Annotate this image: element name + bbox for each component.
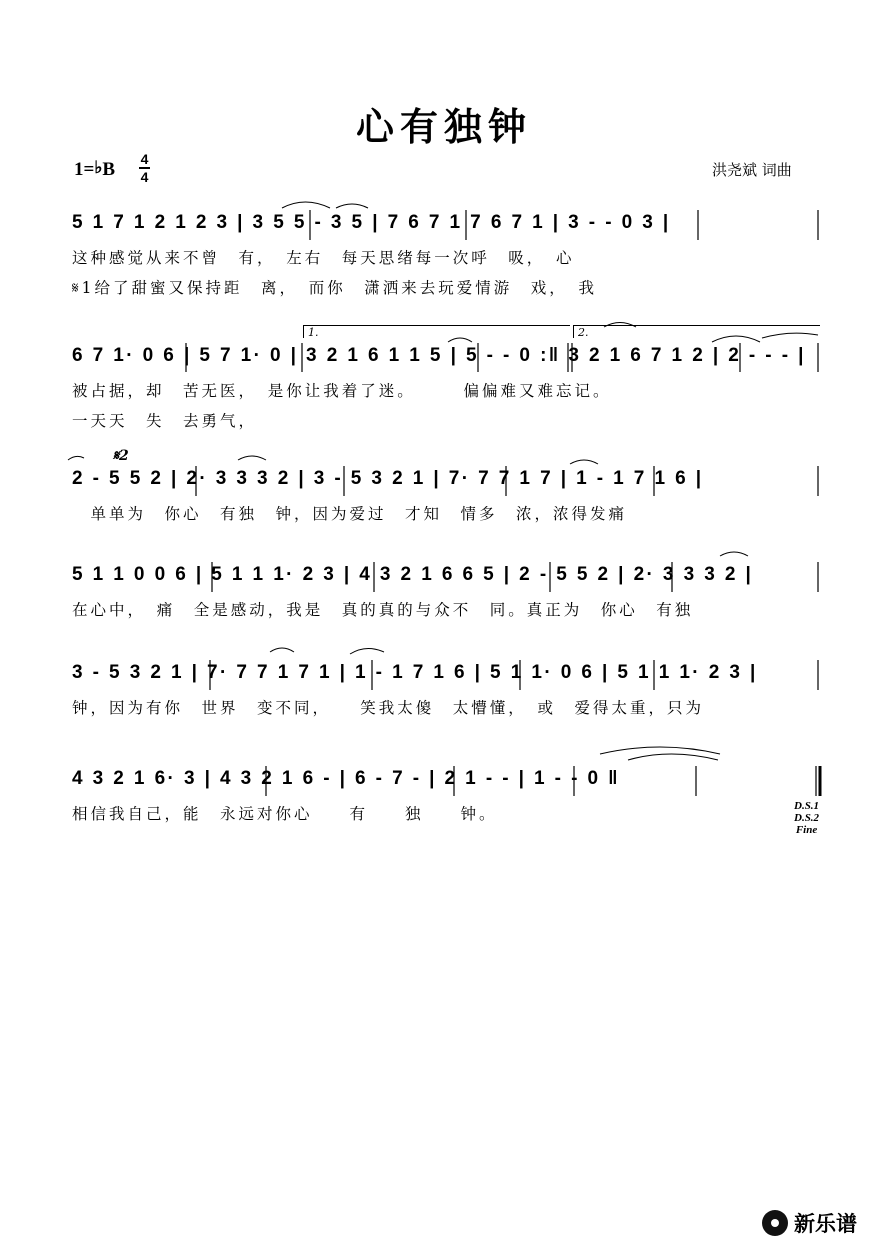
lyric-line-1: 在心中， 痛 全是感动，我是 真的真的与众不 同。真正为 你心 有独 <box>72 601 694 619</box>
lyric-line-2: 一天天 失 去勇气， <box>72 412 258 430</box>
notation-line: 4 3 2 1 6· 3 | 4 3 2 1 6 - | 6 - 7 - | 2 1 - - | 1 - - 0 ‖ <box>72 768 620 789</box>
lyric-line-1: 被占据，却 苦无医， 是你让我着了迷。 偏偏难又难忘记。 <box>72 382 612 400</box>
ds1-mark: D.S.1 <box>794 800 820 812</box>
first-ending-bracket: 1. <box>303 325 570 338</box>
key-note: B <box>102 159 116 180</box>
lyric-line-1: 这种感觉从来不曾 有， 左右 每天思绪每一次呼 吸， 心 <box>72 249 575 267</box>
key-signature <box>74 158 115 181</box>
ds2-mark: D.S.2 <box>794 812 820 824</box>
key-prefix: 1= <box>74 159 95 180</box>
notation-line: 5 1 1 0 0 6 | 5 1 1 1· 2 3 | 4 3 2 1 6 6 5 | 2 - 5 5 2 | 2· 3 3 3 2 | <box>72 564 754 585</box>
lyric-line-1: 钟，因为有你 世界 变不同， 笑我太傻 太懵懂， 或 爱得太重，只为 <box>72 699 705 717</box>
notation-line: 6 7 1· 0 6 | 5 7 1· 0 | 3 2 1 6 1 1 5 | 5 - - 0 :‖ 3 2 1 6 7 1 2 | 2 - - - | <box>72 345 806 366</box>
lyric-line-1: 相信我自己，能 永远对你心 有 独 钟。 <box>72 805 498 823</box>
segno-2-mark: 𝄋2 <box>113 448 129 464</box>
time-signature-top: 4 <box>140 151 149 167</box>
notation-line: 2 - 5 5 2 | 2· 3 3 3 2 | 3 - 5 3 2 1 | 7· 7 7 1 7 | 1 - 1 7 1 6 | <box>72 468 704 489</box>
logo-text: 新乐谱 <box>794 1212 857 1236</box>
site-logo[interactable] <box>762 1208 857 1238</box>
lyric-line-1: 单单为 你心 有独 钟，因为爱过 才知 情多 浓，浓得发痛 <box>72 505 628 523</box>
page-title: 心有独钟 <box>355 104 532 149</box>
notation-line: 5 1 7 1 2 1 2 3 | 3 5 5 - 3 5 | 7 6 7 1 7 6 7 1 | 3 - - 0 3 | <box>72 212 671 233</box>
lyric-line-2: 𝄋1给了甜蜜又保持距 离， 而你 潇洒来去玩爱情游 戏， 我 <box>72 279 598 297</box>
time-signature <box>139 152 150 184</box>
composer-credit: 洪尧斌 词曲 <box>712 161 792 179</box>
notation-line: 3 - 5 3 2 1 | 7· 7 7 1 7 1 | 1 - 1 7 1 6 | 5 1 1· 0 6 | 5 1 1 1· 2 3 | <box>72 662 758 683</box>
fine-mark: Fine <box>795 824 818 836</box>
time-signature-bottom: 4 <box>140 169 149 185</box>
second-ending-bracket: 2. <box>573 325 820 338</box>
record-disc-icon <box>762 1210 788 1236</box>
flat-symbol: ♭ <box>94 158 103 177</box>
repeat-instructions <box>794 800 819 836</box>
